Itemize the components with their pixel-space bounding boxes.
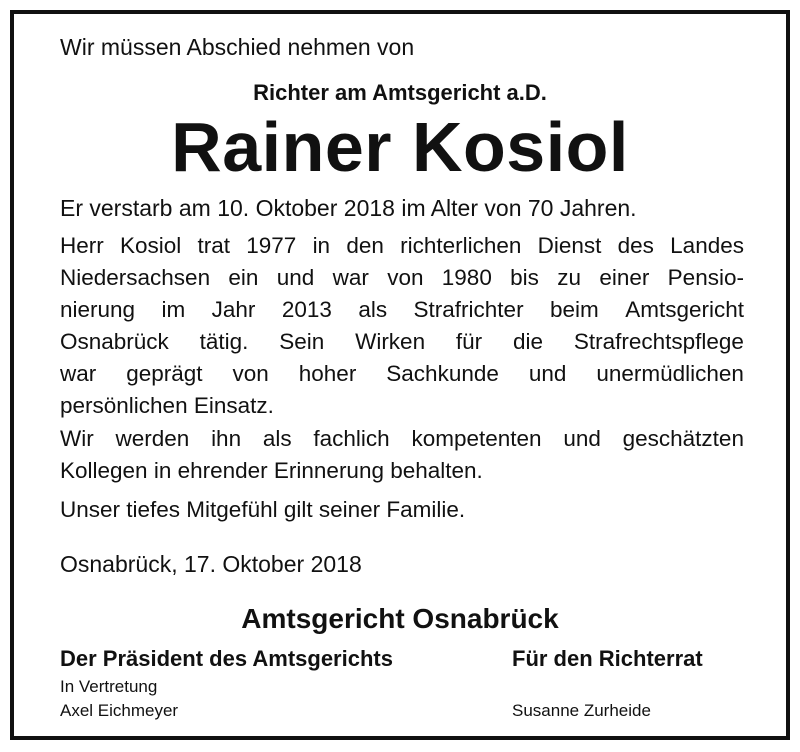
word: des bbox=[617, 233, 654, 258]
word: ein bbox=[228, 265, 259, 290]
council-signatory-name: Susanne Zurheide bbox=[512, 701, 651, 720]
representation-note: In Vertretung bbox=[60, 677, 158, 696]
word: Jahr bbox=[211, 297, 256, 322]
word: die bbox=[512, 329, 544, 354]
word: einer bbox=[599, 265, 650, 290]
word: in bbox=[312, 233, 331, 258]
word: hoher bbox=[298, 361, 357, 386]
word: geprägt bbox=[126, 361, 203, 386]
word: als bbox=[358, 297, 388, 322]
council-title: Für den Richterrat bbox=[512, 646, 703, 671]
word: Osnabrück bbox=[60, 329, 169, 354]
word: fachlich bbox=[313, 426, 390, 451]
paragraph-line: persönlichen Einsatz. bbox=[60, 393, 274, 418]
paragraph-line: Kollegen in ehrender Erinnerung behalten. bbox=[60, 458, 483, 483]
president-signatory-name: Axel Eichmeyer bbox=[60, 701, 179, 720]
word: war bbox=[332, 265, 369, 290]
career-paragraph bbox=[60, 230, 744, 422]
word: Amtsgericht bbox=[625, 297, 744, 322]
word: als bbox=[262, 426, 292, 451]
memory-paragraph bbox=[60, 423, 744, 487]
word: 2013 bbox=[281, 297, 332, 322]
word: zu bbox=[557, 265, 581, 290]
word: beim bbox=[549, 297, 599, 322]
place-date: Osnabrück, 17. Oktober 2018 bbox=[60, 551, 362, 577]
paragraph-line bbox=[60, 326, 744, 358]
word: nierung bbox=[60, 297, 136, 322]
word: trat bbox=[197, 233, 231, 258]
court-name: Amtsgericht Osnabrück bbox=[241, 603, 559, 634]
word: ihn bbox=[211, 426, 242, 451]
word: und bbox=[528, 361, 567, 386]
word: Kosiol bbox=[119, 233, 182, 258]
word: geschätzten bbox=[622, 426, 744, 451]
word: richterlichen bbox=[400, 233, 522, 258]
word: Sein bbox=[279, 329, 325, 354]
word: kompetenten bbox=[411, 426, 542, 451]
word: Wir bbox=[60, 426, 94, 451]
deceased-name: Rainer Kosiol bbox=[171, 108, 629, 186]
word: den bbox=[346, 233, 384, 258]
word: werden bbox=[115, 426, 190, 451]
paragraph-line bbox=[60, 423, 744, 455]
word: Niedersachsen bbox=[60, 265, 211, 290]
intro-line: Wir müssen Abschied nehmen von bbox=[60, 34, 415, 60]
word: bis bbox=[510, 265, 539, 290]
paragraph-line bbox=[60, 358, 744, 390]
word: Landes bbox=[670, 233, 744, 258]
paragraph-line bbox=[60, 230, 744, 262]
word: unermüdlichen bbox=[596, 361, 744, 386]
word: und bbox=[276, 265, 315, 290]
word: war bbox=[60, 361, 97, 386]
word: 1980 bbox=[441, 265, 492, 290]
deceased-title: Richter am Amtsgericht a.D. bbox=[253, 80, 547, 105]
word: für bbox=[455, 329, 483, 354]
word: und bbox=[563, 426, 601, 451]
word: Strafrechtspflege bbox=[573, 329, 744, 354]
word: im bbox=[161, 297, 186, 322]
president-title: Der Präsident des Amtsgerichts bbox=[60, 646, 393, 671]
word: Herr bbox=[60, 233, 104, 258]
paragraph-line bbox=[60, 262, 744, 294]
word: von bbox=[387, 265, 424, 290]
death-statement: Er verstarb am 10. Oktober 2018 im Alter von 70 Jahren. bbox=[60, 195, 637, 221]
word: Wirken bbox=[355, 329, 426, 354]
word: tätig. bbox=[199, 329, 249, 354]
word: Sachkunde bbox=[386, 361, 499, 386]
word: Strafrichter bbox=[413, 297, 524, 322]
paragraph-line bbox=[60, 294, 744, 326]
word: 1977 bbox=[246, 233, 297, 258]
condolence-line: Unser tiefes Mitgefühl gilt seiner Familie. bbox=[60, 497, 466, 522]
word: Dienst bbox=[537, 233, 602, 258]
word: von bbox=[232, 361, 269, 386]
word: Pensio- bbox=[667, 265, 744, 290]
